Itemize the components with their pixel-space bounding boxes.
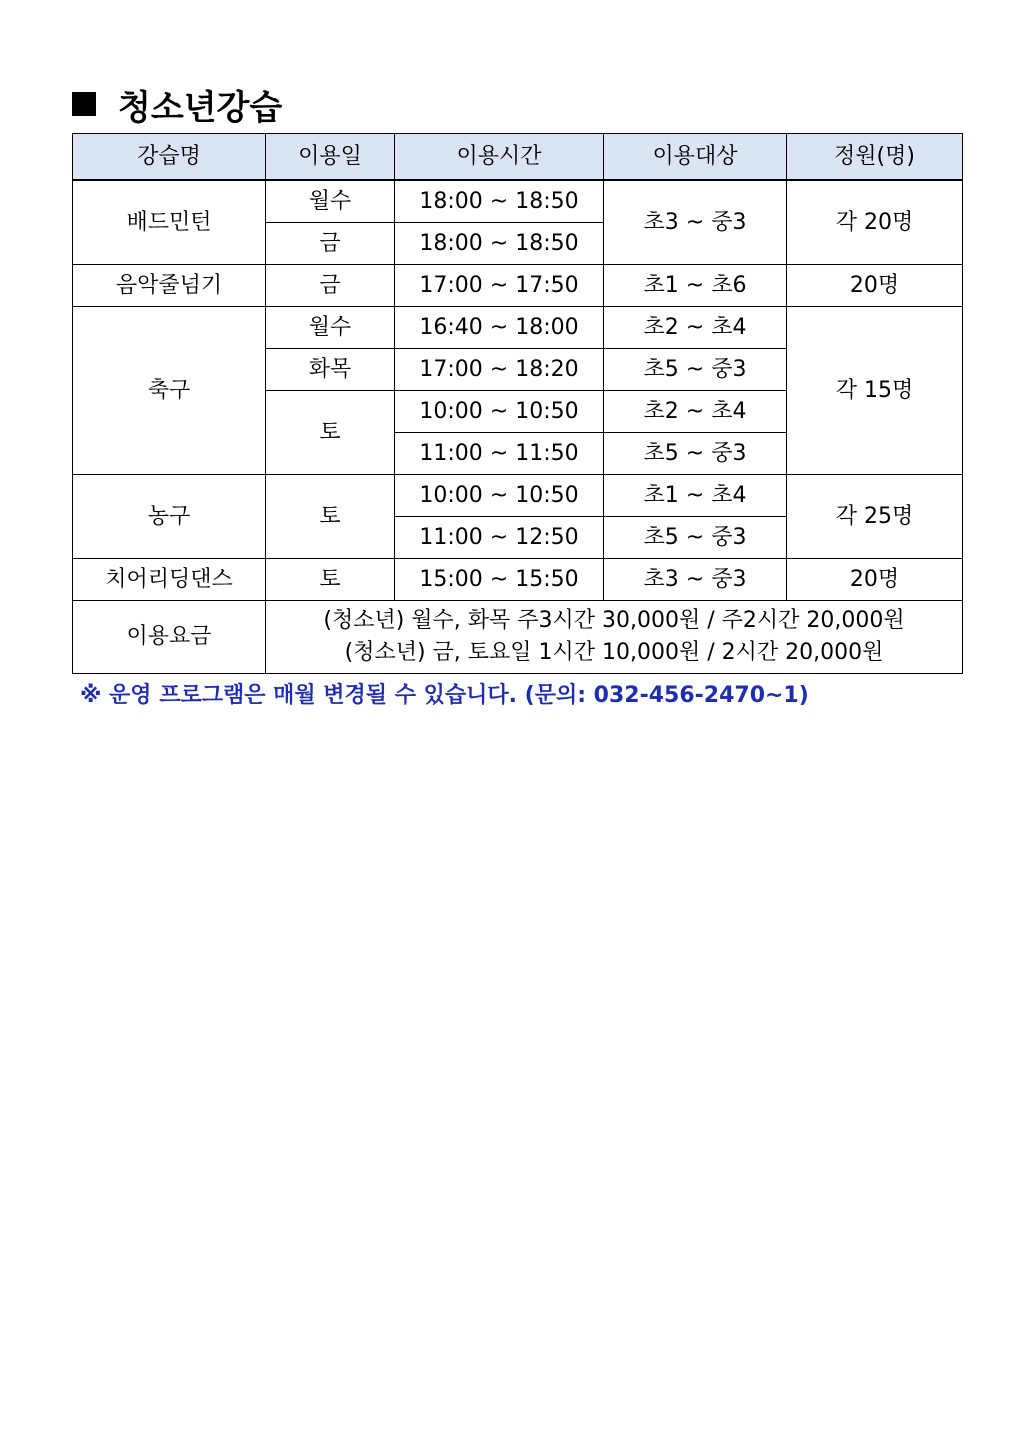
time-cell: 18:00 ~ 18:50 — [395, 180, 604, 223]
table-row — [73, 475, 963, 517]
fee-details — [266, 601, 963, 674]
target-cell: 초3 ~ 중3 — [604, 180, 787, 265]
target-cell: 초1 ~ 초4 — [604, 475, 787, 517]
time-cell: 16:40 ~ 18:00 — [395, 307, 604, 349]
time-cell: 18:00 ~ 18:50 — [395, 223, 604, 265]
time-cell: 15:00 ~ 15:50 — [395, 559, 604, 601]
target-cell: 초5 ~ 중3 — [604, 517, 787, 559]
table-row — [73, 601, 963, 674]
capacity-cell: 20명 — [787, 559, 963, 601]
day-cell: 금 — [266, 265, 395, 307]
target-cell: 초2 ~ 초4 — [604, 391, 787, 433]
course-name-jumprope: 음악줄넘기 — [73, 265, 266, 307]
fee-label: 이용요금 — [73, 601, 266, 674]
target-cell: 초2 ~ 초4 — [604, 307, 787, 349]
time-cell: 10:00 ~ 10:50 — [395, 475, 604, 517]
table-row — [73, 180, 963, 223]
target-cell: 초5 ~ 중3 — [604, 349, 787, 391]
header-target: 이용대상 — [604, 134, 787, 181]
day-cell: 토 — [266, 559, 395, 601]
header-time: 이용시간 — [395, 134, 604, 181]
course-name-cheer: 치어리딩댄스 — [73, 559, 266, 601]
fee-line-1: (청소년) 월수, 화목 주3시간 30,000원 / 주2시간 20,000원 — [323, 608, 905, 633]
table-row — [73, 265, 963, 307]
time-cell: 11:00 ~ 11:50 — [395, 433, 604, 475]
capacity-cell: 각 25명 — [787, 475, 963, 559]
target-cell: 초5 ~ 중3 — [604, 433, 787, 475]
time-cell: 10:00 ~ 10:50 — [395, 391, 604, 433]
target-cell: 초3 ~ 중3 — [604, 559, 787, 601]
day-cell: 금 — [266, 223, 395, 265]
capacity-cell: 각 15명 — [787, 307, 963, 475]
time-cell: 17:00 ~ 17:50 — [395, 265, 604, 307]
header-day: 이용일 — [266, 134, 395, 181]
section-title-text: 청소년강습 — [118, 87, 283, 128]
course-name-badminton: 배드민턴 — [73, 180, 266, 265]
header-capacity: 정원(명) — [787, 134, 963, 181]
table-row — [73, 307, 963, 349]
course-name-soccer: 축구 — [73, 307, 266, 475]
capacity-cell: 각 20명 — [787, 180, 963, 265]
notice-text: ※ 운영 프로그램은 매월 변경될 수 있습니다. (문의: 032-456-2470~1) — [80, 683, 809, 708]
table-header-row — [73, 134, 963, 181]
day-cell: 월수 — [266, 180, 395, 223]
fee-line-2: (청소년) 금, 토요일 1시간 10,000원 / 2시간 20,000원 — [344, 640, 884, 665]
schedule-table — [72, 133, 963, 674]
black-square-icon — [72, 92, 96, 116]
table-row — [73, 559, 963, 601]
day-cell: 토 — [266, 391, 395, 475]
day-cell: 화목 — [266, 349, 395, 391]
time-cell: 11:00 ~ 12:50 — [395, 517, 604, 559]
header-course-name: 강습명 — [73, 134, 266, 181]
time-cell: 17:00 ~ 18:20 — [395, 349, 604, 391]
day-cell: 토 — [266, 475, 395, 559]
section-title — [72, 82, 282, 126]
course-name-basketball: 농구 — [73, 475, 266, 559]
target-cell: 초1 ~ 초6 — [604, 265, 787, 307]
capacity-cell: 20명 — [787, 265, 963, 307]
day-cell: 월수 — [266, 307, 395, 349]
